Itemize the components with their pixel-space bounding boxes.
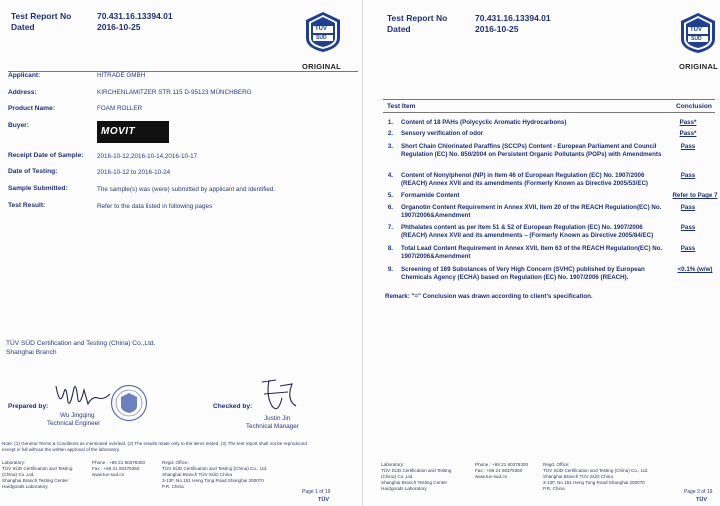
row-test-item: Content of Nonylphenol (NP) in Item 46 of European Regulation (EC) No. 1907/2006 (REACH) Annex XVII and its amendments (Formerly Known as Directive 2005/53/EC) bbox=[401, 172, 648, 187]
footer-lab-line: (China) Co.,Ltd. bbox=[2, 471, 35, 477]
table-row bbox=[383, 204, 715, 222]
row-number: 2. bbox=[387, 130, 393, 137]
tuv-stamp-seal bbox=[110, 384, 148, 422]
page-number-2: Page 2 of 19 bbox=[684, 489, 713, 495]
footer-office-line: TÜV SÜD Certification and Testing (China) Co., Ltd. bbox=[162, 465, 268, 471]
row-test-item: Content of 18 PAHs (Polycyclic Aromatic Hydrocarbons) bbox=[401, 119, 567, 126]
table-row bbox=[383, 266, 715, 292]
table-row bbox=[383, 245, 715, 263]
address-value: KIRCHENLAMITZER STR.115 D-95123 MÜNCHBERG bbox=[97, 89, 252, 96]
row-number: 6. bbox=[387, 204, 393, 211]
date-of-testing-label: Date of Testing: bbox=[8, 168, 58, 175]
footer-office-line: P.R. China bbox=[162, 483, 184, 489]
footer-office-line: Regd. Office: bbox=[543, 462, 570, 467]
row-number: 7. bbox=[387, 224, 393, 231]
checked-by-label: Checked by: bbox=[213, 403, 253, 410]
footer-tuv-mark: TÜV bbox=[318, 497, 329, 503]
buyer-logo-text: MOVIT bbox=[101, 126, 136, 137]
prepared-title: Technical Engineer bbox=[47, 420, 101, 427]
product-name-value: FOAM ROLLER bbox=[97, 105, 143, 112]
remark-text: Remark: "=" Conclusion was drawn according to client's specification. bbox=[385, 293, 593, 300]
table-row bbox=[383, 119, 715, 129]
logo-top-text: TÜV bbox=[315, 26, 327, 32]
original-stamp-2: ORIGINAL bbox=[679, 62, 719, 71]
table-row bbox=[383, 143, 715, 170]
row-conclusion: Pass bbox=[680, 245, 696, 252]
sample-submitted-value: The sample(s) was (were) submitted by applicant and identified. bbox=[97, 186, 276, 193]
row-conclusion: Pass* bbox=[679, 130, 697, 137]
footer-office bbox=[162, 460, 287, 490]
sample-submitted-label: Sample Submitted: bbox=[8, 185, 68, 192]
row-test-item: Formamide Content bbox=[401, 192, 460, 199]
test-result-value: Refer to the data listed in following pages bbox=[97, 203, 213, 210]
footer-lab-line: Laboratory: bbox=[2, 460, 26, 465]
footer-phone: Phone : +86 21 60376300 bbox=[92, 460, 146, 465]
col-header-test-item: Test Item bbox=[387, 103, 416, 110]
row-number: 8. bbox=[387, 245, 393, 252]
footer-office-2 bbox=[543, 462, 667, 492]
row-test-item: Phthalates content as per Item 51 & 52 of European Regulation (EC) No. 1907/2006 (REACH) Annex XVII and its amendments – (Formerly Known as Directive 2005/84/EC) bbox=[401, 224, 654, 239]
row-number: 9. bbox=[387, 266, 393, 273]
footer-lab-line: Shanghai Branch Testing Center bbox=[381, 479, 448, 485]
table-row bbox=[383, 192, 718, 202]
row-number: 5. bbox=[387, 192, 393, 199]
row-conclusion: Pass bbox=[680, 172, 696, 179]
checked-signature bbox=[252, 376, 304, 416]
footer-fax: Fax : +86 21 60376350 bbox=[92, 465, 140, 471]
row-conclusion: Pass* bbox=[679, 119, 697, 126]
original-stamp: ORIGINAL bbox=[302, 62, 342, 71]
report-no-label-2: Test Report No bbox=[387, 13, 448, 23]
row-test-item: Sensory verification of odor bbox=[401, 130, 484, 137]
footer-phone: Phone : +86 21 60376300 bbox=[475, 462, 529, 467]
buyer-label: Buyer: bbox=[8, 122, 29, 129]
footer-office-line: 3-13F, No.151 Heng Tong Road Shanghai 200070 bbox=[543, 479, 645, 485]
product-name-label: Product Name: bbox=[8, 105, 55, 112]
logo-bottom-text-2: SÜD bbox=[691, 36, 702, 42]
footer-lab-line: Shanghai Branch Testing Center bbox=[2, 477, 69, 483]
footer-web: www.tuv-sud.cn bbox=[92, 471, 125, 477]
row-test-item: Organotin Content Requirement in Annex XVII, Item 20 of the REACH Regulation(EC) No. 1907/2006&Amendment bbox=[401, 204, 662, 219]
logo-top-text-2: TÜV bbox=[690, 27, 702, 33]
tuv-sud-logo-2 bbox=[677, 12, 719, 54]
checked-name: Justin Jin bbox=[264, 415, 291, 422]
row-test-item: Short Chain Chlorinated Paraffins (SCCPs) Content - European Parliament and Council Regulation (EC) No. 850/2004 on Persistent Organic Pollutants (POPs) with Amendments bbox=[401, 143, 662, 158]
report-no-value-2: 70.431.16.13394.01 bbox=[475, 13, 551, 23]
footer-fax: Fax : +86 21 60376350 bbox=[475, 467, 523, 473]
footer-lab bbox=[2, 460, 92, 490]
buyer-logo bbox=[97, 121, 169, 143]
footer-lab-2 bbox=[381, 462, 473, 492]
header-divider bbox=[8, 71, 358, 72]
address-label: Address: bbox=[8, 89, 37, 96]
receipt-date-value: 2016-10-12,2016-10-14,2016-10-17 bbox=[97, 153, 198, 160]
table-row bbox=[383, 224, 715, 242]
footer-lab-line: (China) Co.,Ltd. bbox=[381, 473, 414, 479]
report-no-value: 70.431.16.13394.01 bbox=[97, 11, 173, 21]
row-number: 4. bbox=[387, 172, 393, 179]
tuv-sud-logo bbox=[302, 11, 344, 53]
footer-lab-line: Hardgoods Laboratory bbox=[2, 483, 48, 489]
dated-label: Dated bbox=[11, 22, 35, 32]
logo-bottom-text: SÜD bbox=[316, 35, 327, 41]
row-conclusion: <0.1% (w/w) bbox=[677, 266, 713, 273]
footer-office-line: Shanghai Branch TÜV SÜD China bbox=[162, 471, 232, 477]
footer-lab-line: TÜV SÜD Certification and Testing bbox=[2, 465, 73, 471]
company-name: TÜV SÜD Certification and Testing (China) Co.,Ltd. bbox=[6, 340, 156, 347]
table-header-top-rule bbox=[383, 99, 715, 100]
footer-web: www.tuv-sud.cn bbox=[475, 473, 508, 479]
applicant-label: Applicant: bbox=[8, 72, 41, 79]
row-number: 3. bbox=[387, 143, 393, 150]
dated-label-2: Dated bbox=[387, 24, 411, 34]
footer-office-line: P.R. China bbox=[543, 485, 565, 491]
checked-title: Technical Manager bbox=[246, 423, 299, 430]
row-number: 1. bbox=[387, 119, 393, 126]
footer-lab-line: Hardgoods Laboratory bbox=[381, 485, 427, 491]
prepared-signature bbox=[52, 378, 112, 412]
table-row bbox=[383, 172, 715, 190]
report-note: Note: (1) General Terms & Conditions as mentioned overleaf, (2) The results relate only to the items tested, (3) The test report shall not be reproduced except in full without the written approval of the laboratory. bbox=[2, 441, 307, 452]
footer-office-line: Regd. Office: bbox=[162, 460, 189, 465]
footer-office-line: 3-13F, No.151 Heng Tong Road Shanghai 200070 bbox=[162, 477, 264, 483]
footer-contact bbox=[92, 460, 162, 478]
dated-value: 2016-10-25 bbox=[97, 22, 141, 32]
footer-tuv-mark-2: TÜV bbox=[696, 497, 707, 503]
row-test-item: Screening of 169 Substances of Very High Concern (SVHC) published by European Chemicals Agency (ECHA) based on Regulation (EC) No. 1907/2006 (REACH). bbox=[401, 266, 645, 281]
row-conclusion: Pass bbox=[680, 224, 696, 231]
col-header-conclusion: Conclusion bbox=[676, 103, 712, 110]
row-conclusion: Pass bbox=[680, 143, 696, 150]
report-page-2 bbox=[362, 0, 720, 506]
row-test-item: Total Lead Content Requirement in Annex XVII, Item 63 of the REACH Regulation(EC) No. 1907/2006&Amendment bbox=[401, 245, 663, 260]
date-of-testing-value: 2016-10-12 to 2016-10-24 bbox=[97, 169, 171, 176]
prepared-by-label: Prepared by: bbox=[8, 403, 49, 410]
row-conclusion: Refer to Page 7 bbox=[672, 192, 718, 199]
applicant-value: HITRADE GMBH bbox=[97, 72, 146, 79]
report-no-label: Test Report No bbox=[11, 11, 72, 21]
dated-value-2: 2016-10-25 bbox=[475, 24, 519, 34]
footer-lab-line: Laboratory: bbox=[381, 462, 405, 467]
table-header-bottom-rule bbox=[383, 112, 715, 113]
footer-lab-line: TÜV SÜD Certification and Testing bbox=[381, 467, 452, 473]
footer-office-line: TÜV SÜD Certification and Testing (China) Co., Ltd. bbox=[543, 467, 649, 473]
company-branch: Shanghai Branch bbox=[6, 349, 57, 356]
prepared-name: Wu Jingqing bbox=[60, 412, 95, 419]
row-conclusion: Pass bbox=[680, 204, 696, 211]
test-result-label: Test Result: bbox=[8, 202, 46, 209]
receipt-date-label: Receipt Date of Sample: bbox=[8, 152, 84, 159]
footer-contact-2 bbox=[475, 462, 543, 480]
table-row bbox=[383, 130, 715, 140]
footer-office-line: Shanghai Branch TÜV SÜD China bbox=[543, 473, 613, 479]
page-number-1: Page 1 of 19 bbox=[302, 489, 331, 495]
